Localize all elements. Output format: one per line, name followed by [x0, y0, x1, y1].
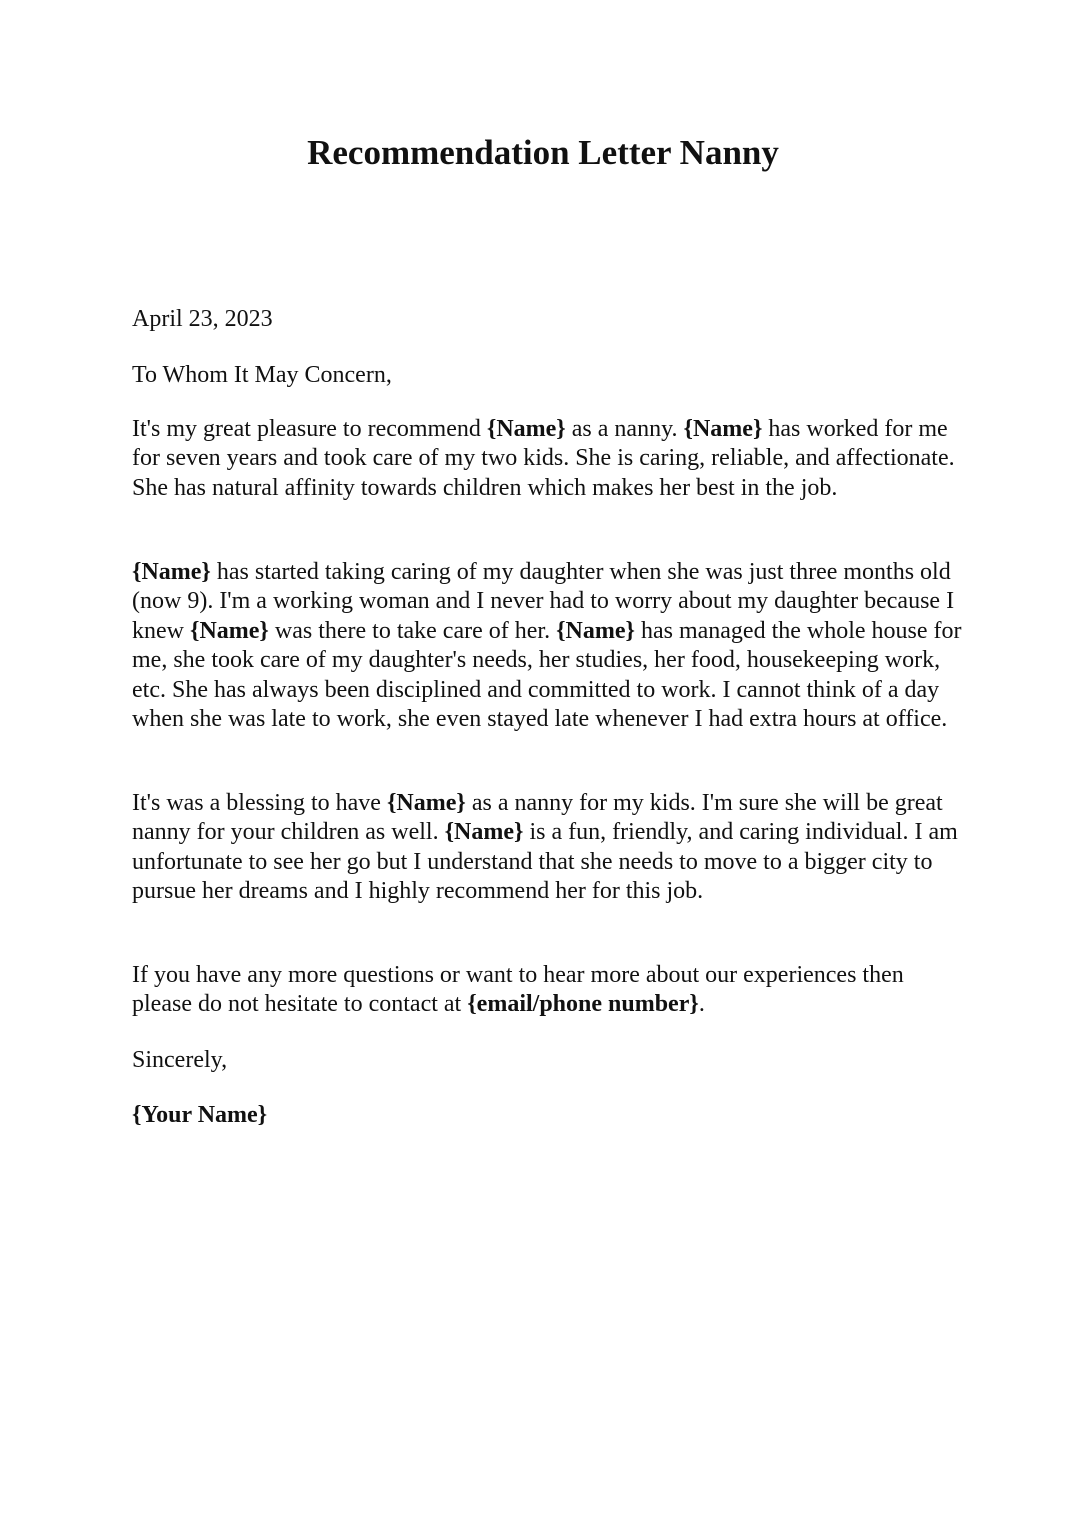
text-segment: It's was a blessing to have [132, 790, 387, 816]
name-placeholder: {Name} [683, 416, 763, 442]
text-segment: It's my great pleasure to recommend [132, 416, 487, 442]
text-segment: . [698, 991, 705, 1018]
text-segment: has worked for me for seven years and took care of my two kids. She is caring, reliable, and affectionate. She has natural affinity towards children which makes her best in the job. [132, 416, 955, 501]
signature-placeholder: {Your Name} [132, 1102, 268, 1128]
text-segment: as a nanny. [565, 416, 684, 442]
text-segment: has started taking caring of my daughter when she was just three months old (now 9). I'm a working woman and I never had to worry about my daughter because I knew [132, 559, 955, 644]
closing: Sincerely, [132, 1047, 228, 1073]
paragraph-1 [132, 415, 962, 503]
text-segment: has managed the whole house for me, she took care of my daughter's needs, her studies, her food, housekeeping work, etc. She has always been disciplined and committed to work. I cannot think of a day when she was late to work, she even stayed late whenever I had extra hours at office. [132, 617, 962, 733]
name-placeholder: {Name} [386, 790, 466, 816]
paragraph-3 [132, 789, 962, 907]
text-segment: as a nanny for my kids. I'm sure she will be great nanny for your children as well. [132, 790, 943, 846]
text-segment: was there to take care of her. [268, 617, 557, 644]
name-placeholder: {Name} [486, 416, 566, 442]
paragraph-2 [132, 558, 962, 734]
page-title: Recommendation Letter Nanny [307, 133, 779, 172]
letter-date: April 23, 2023 [132, 306, 273, 332]
text-segment: is a fun, friendly, and caring individual. I am unfortunate to see her go but I understand that she needs to move to a bigger city to pursue her dreams and I highly recommend her for this job. [132, 819, 958, 905]
name-placeholder: {Name} [444, 819, 524, 846]
salutation: To Whom It May Concern, [132, 362, 392, 388]
paragraph-4 [132, 961, 962, 1020]
contact-placeholder: {email/phone number} [467, 991, 699, 1018]
name-placeholder: {Name} [189, 617, 269, 644]
text-segment: If you have any more questions or want to hear more about our experiences then please do not hesitate to contact at [132, 962, 904, 1018]
name-placeholder: {Name} [556, 617, 635, 644]
name-placeholder: {Name} [132, 559, 211, 585]
